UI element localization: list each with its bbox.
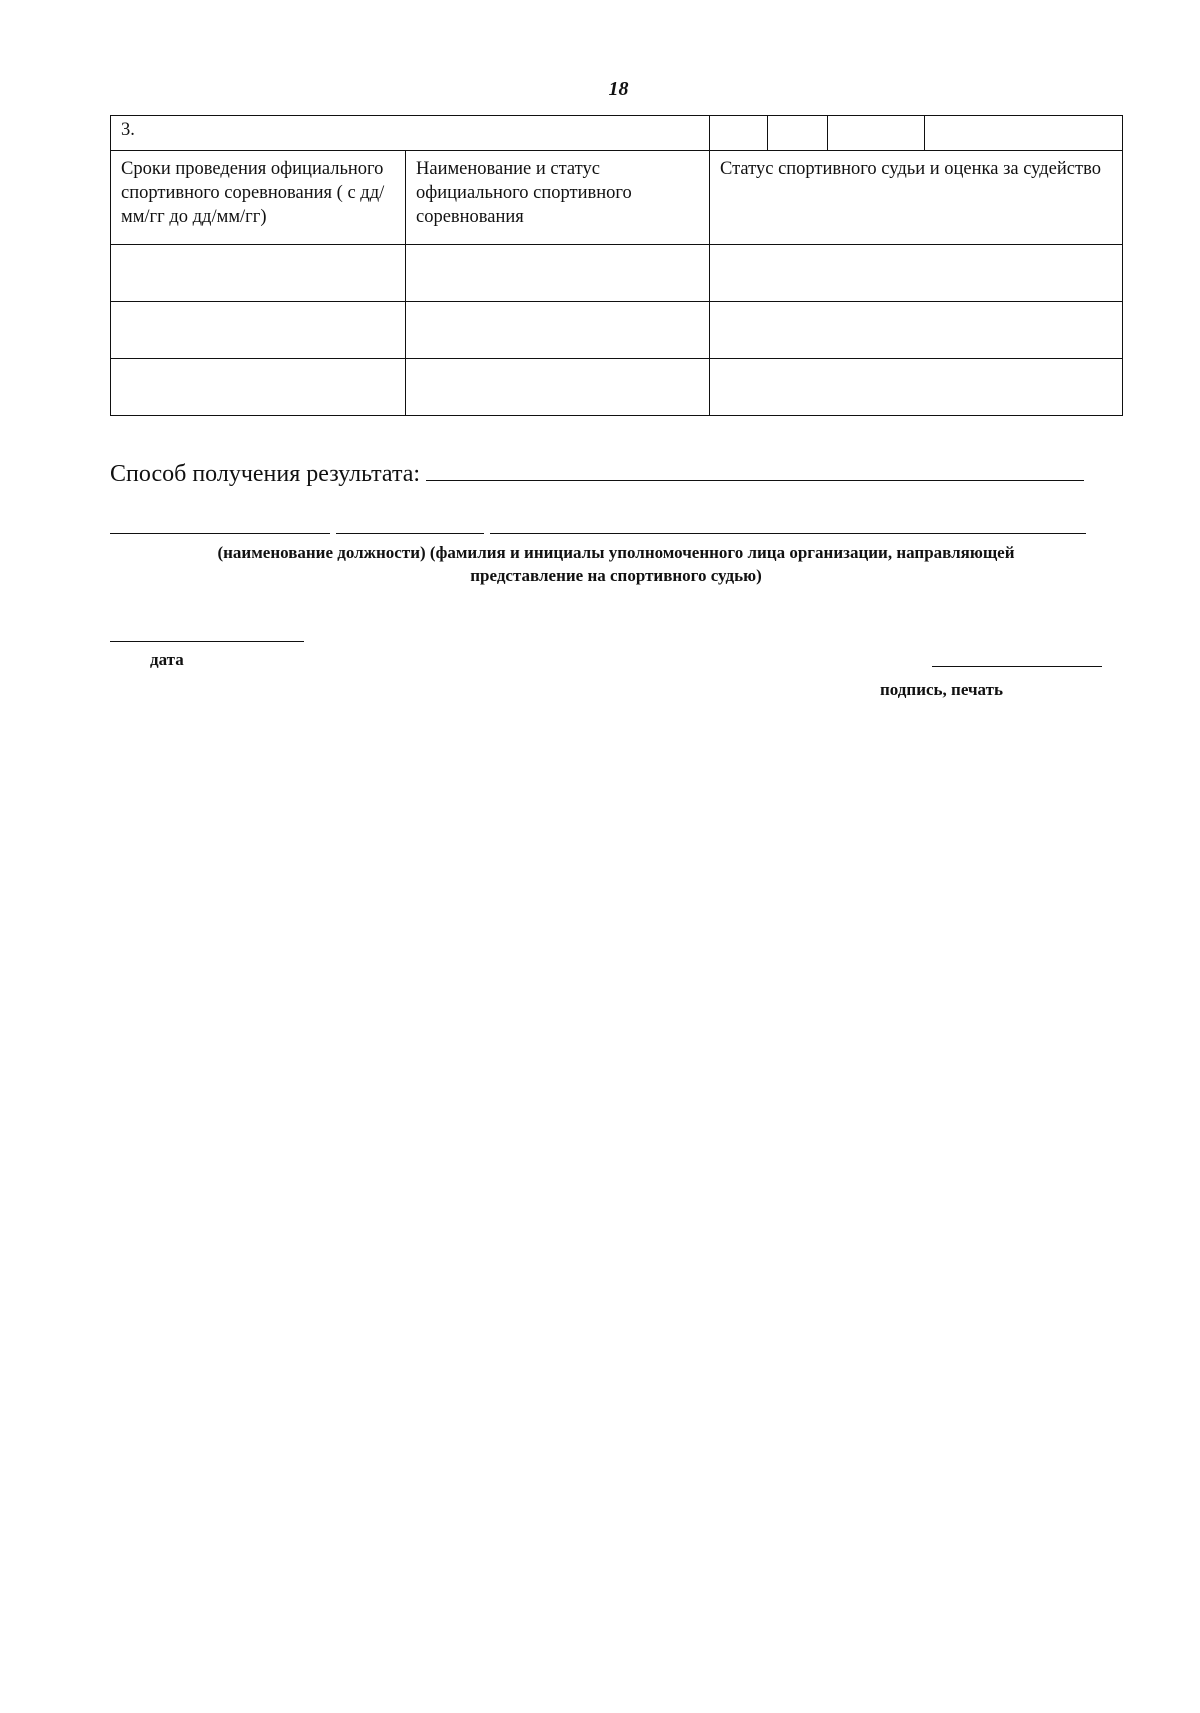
signature-label: подпись, печать <box>880 680 1003 699</box>
table-cell <box>710 359 1123 416</box>
small-cell <box>828 116 925 151</box>
surname-line[interactable] <box>336 533 484 534</box>
table-row <box>111 245 1123 302</box>
judging-table <box>110 115 1123 416</box>
signature-caption <box>110 541 1122 587</box>
date-line[interactable] <box>110 641 304 642</box>
header-competition: Наименование и статус официального спортивного соревнования <box>406 151 710 245</box>
date-label: дата <box>150 650 184 669</box>
result-method <box>110 458 1110 489</box>
result-method-field[interactable] <box>426 458 1084 481</box>
table-cell <box>111 245 406 302</box>
position-line[interactable] <box>110 533 330 534</box>
signature-lines <box>0 533 1200 539</box>
table-cell <box>111 359 406 416</box>
table-row <box>111 302 1123 359</box>
result-method-label: Способ получения результата: <box>110 461 421 487</box>
table-header-row <box>111 151 1123 245</box>
small-cell <box>768 116 828 151</box>
signature-line[interactable] <box>932 666 1102 667</box>
caption-line-2: представление на спортивного судью) <box>470 566 762 585</box>
small-cell <box>710 116 768 151</box>
table-cell <box>710 245 1123 302</box>
small-cell <box>925 116 1123 151</box>
header-judge-status: Статус спортивного судьи и оценка за судейство <box>710 151 1123 245</box>
table-cell <box>111 302 406 359</box>
caption-line-1: (наименование должности) (фамилия и инициалы уполномоченного лица организации, направляющей <box>217 543 1015 562</box>
page-number: 18 <box>608 78 629 100</box>
table-cell <box>710 302 1123 359</box>
table-number-row <box>111 116 1123 151</box>
row-number: 3. <box>111 116 710 151</box>
table-cell <box>406 302 710 359</box>
header-dates: Сроки проведения официального спортивного соревнования ( с дд/мм/гг до дд/мм/гг) <box>111 151 406 245</box>
table-row <box>111 359 1123 416</box>
table-cell <box>406 245 710 302</box>
table-cell <box>406 359 710 416</box>
initials-line[interactable] <box>490 533 1086 534</box>
